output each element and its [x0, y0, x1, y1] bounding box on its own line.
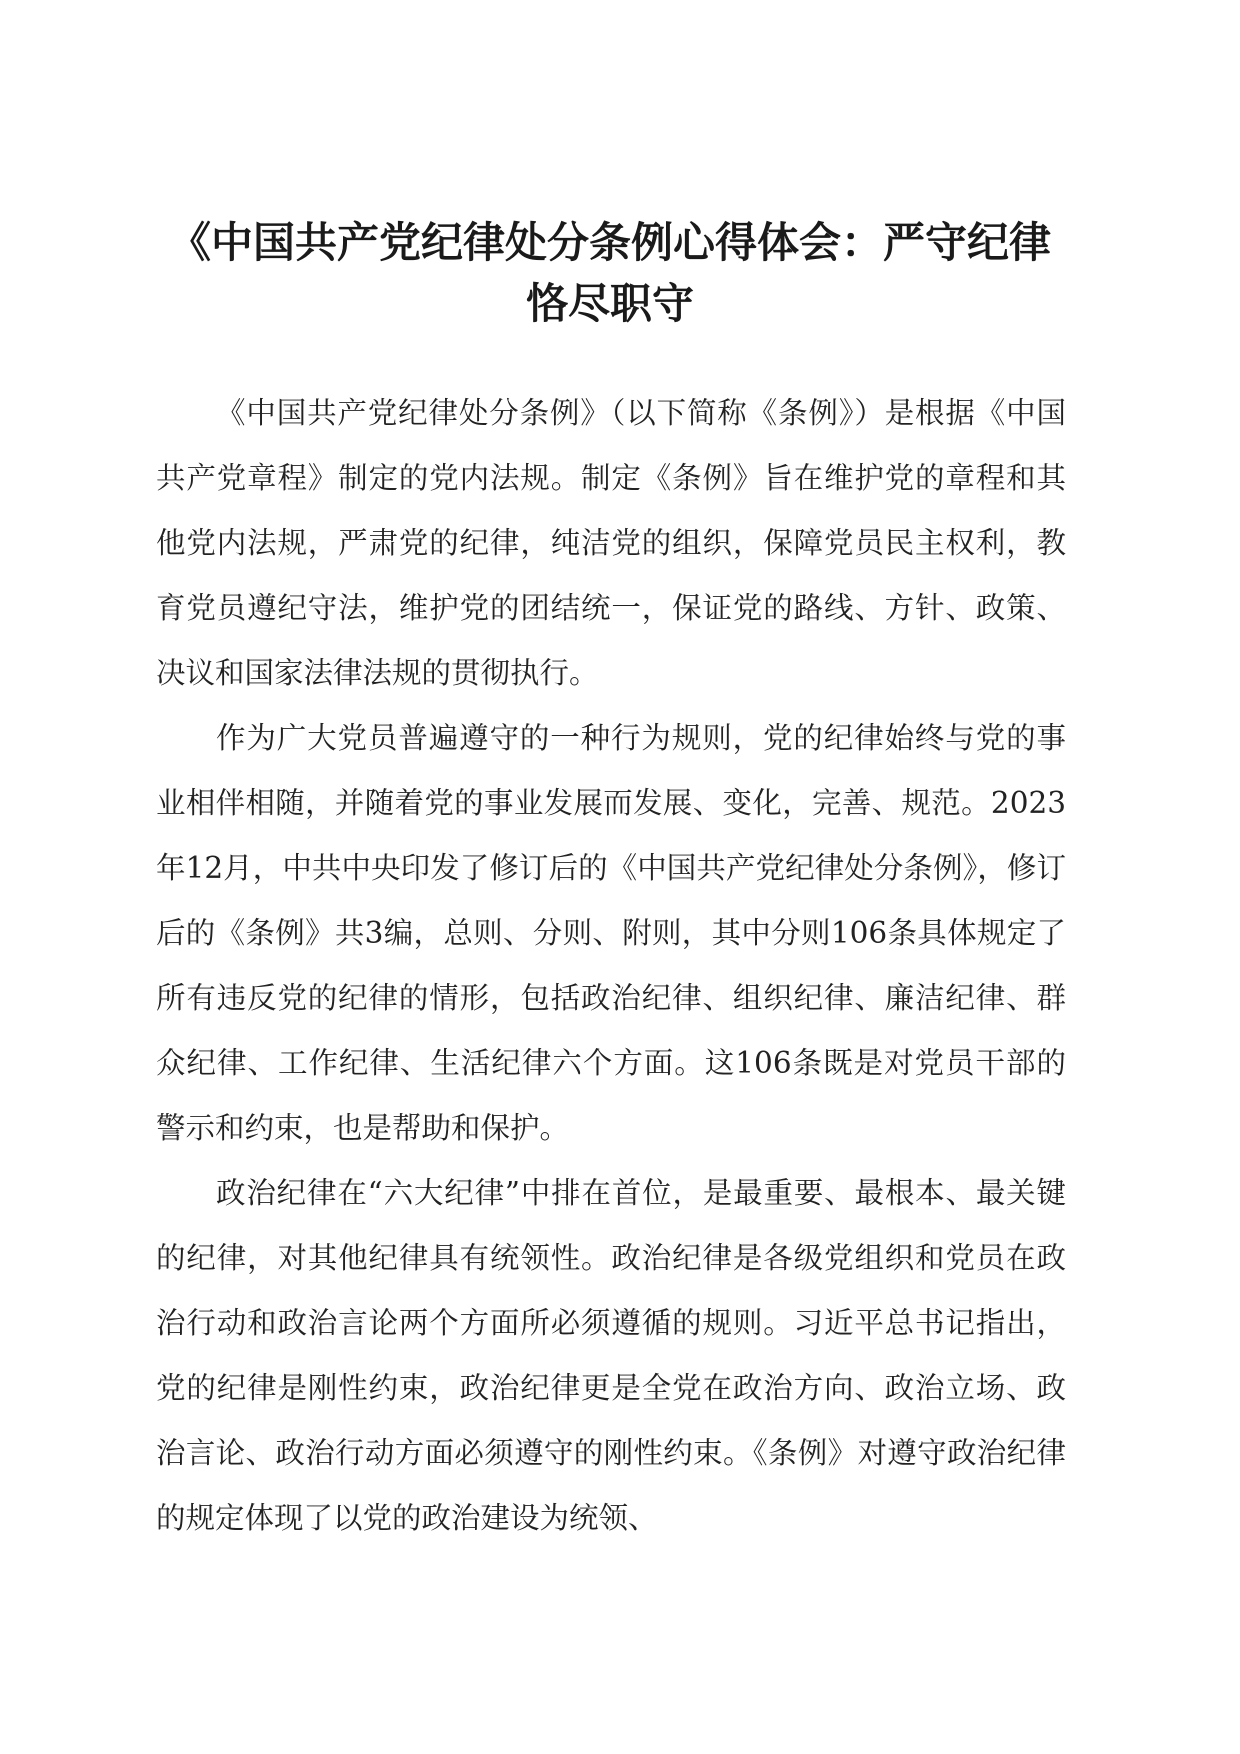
- document-title: 《中国共产党纪律处分条例心得体会：严守纪律恪尽职守: [168, 218, 1051, 328]
- paragraph-2: 作为广大党员普遍遵守的一种行为规则，党的纪律始终与党的事业相伴相随，并随着党的事业发展而发展、变化，完善、规范。2023年12月，中共中央印发了修订后的《中国共产党纪律处分条例》，修订后的《条例》共3编，总则、分则、附则，其中分则106条具体规定了所有违反党的纪律的情形，包括政治纪律、组织纪律、廉洁纪律、群众纪律、工作纪律、生活纪律六个方面。这106条既是对党员干部的警示和约束，也是帮助和保护。: [156, 721, 1066, 1145]
- paragraph-3: 政治纪律在“六大纪律”中排在首位，是最重要、最根本、最关键的纪律，对其他纪律具有统领性。政治纪律是各级党组织和党员在政治行动和政治言论两个方面所必须遵循的规则。习近平总书记指出，党的纪律是刚性约束，政治纪律更是全党在政治方向、政治立场、政治言论、政治行动方面必须遵守的刚性约束。《条例》对遵守政治纪律的规定体现了以党的政治建设为统领、: [156, 1176, 1066, 1535]
- document-body: [156, 381, 1066, 1551]
- paragraph-1: 《中国共产党纪律处分条例》（以下简称《条例》）是根据《中国共产党章程》制定的党内法规。制定《条例》旨在维护党的章程和其他党内法规，严肃党的纪律，纯洁党的组织，保障党员民主权利，教育党员遵纪守法，维护党的团结统一，保证党的路线、方针、政策、决议和国家法律法规的贯彻执行。: [156, 396, 1066, 690]
